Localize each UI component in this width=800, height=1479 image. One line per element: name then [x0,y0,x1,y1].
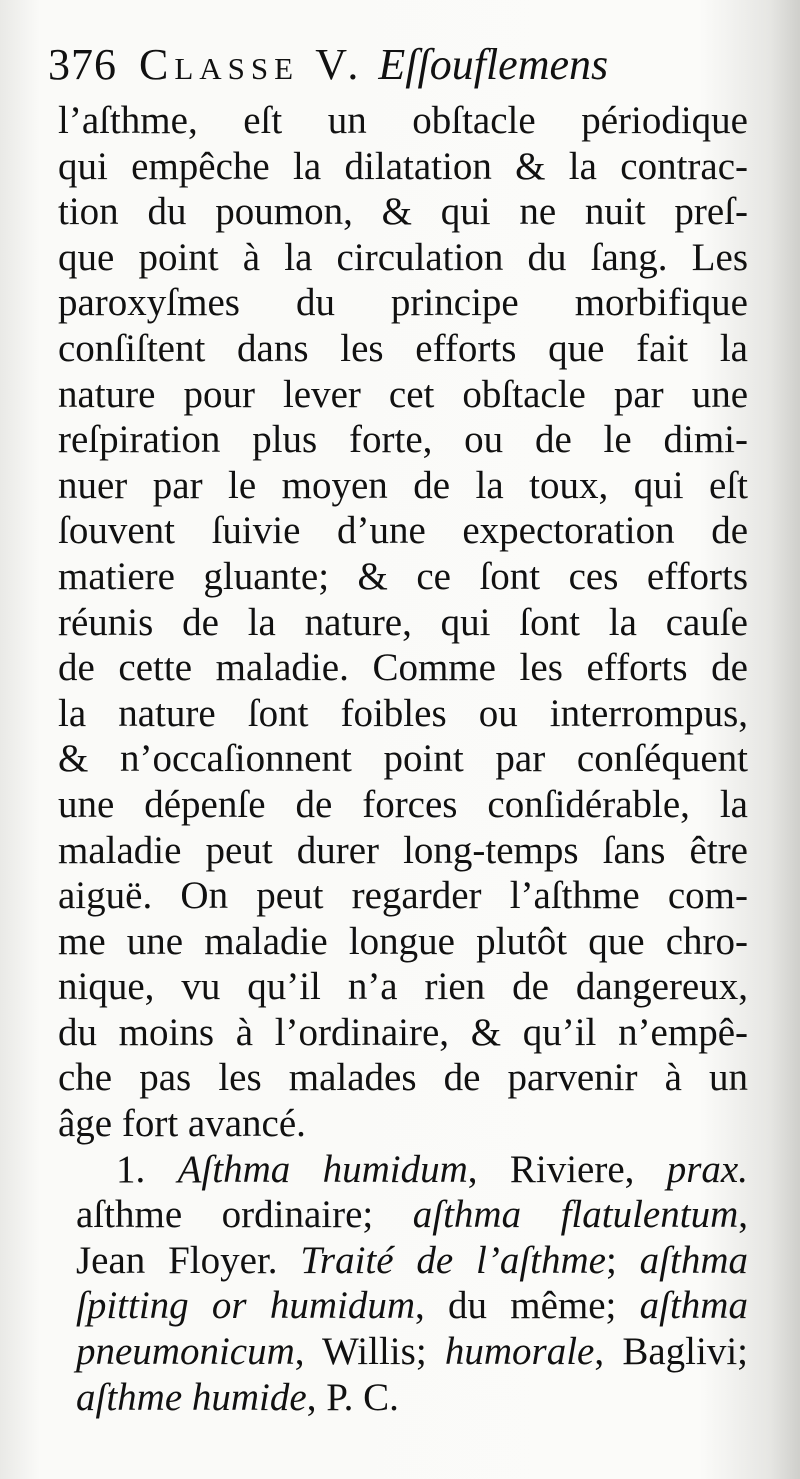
italic-term: aſthma [639,1284,748,1328]
running-head [48,38,748,92]
italic-term: Aſthma humidum [177,1147,468,1191]
roman-text: ; [606,1238,640,1282]
running-head-title: Eſſouflemens [378,40,609,89]
italic-term: aſthma flatulentum [412,1193,739,1237]
text-line: ſouvent ſuivie d’une expectoration de [58,509,748,553]
text-line: tion du poumon, & qui ne nuit preſ- [58,190,748,234]
entry-line [58,1375,748,1421]
entry-line [58,1283,748,1329]
text-line: reſpiration plus forte, ou de le dimi- [58,418,748,462]
page-body [58,98,748,1420]
text-line: paroxyſmes du principe morbifique [58,281,748,325]
text-line: & n’occaſionnent point par conſéquent [58,737,748,781]
roman-text: , Baglivi; [594,1330,748,1374]
entry-line [58,1329,748,1375]
roman-text: aſthme ordinaire; [76,1193,413,1237]
numbered-entry [58,1147,748,1421]
roman-text: , Riviere, [467,1147,667,1191]
entry-line [58,1238,748,1284]
italic-term: prax. [666,1147,748,1191]
running-head-classe: Classe V. [139,40,365,89]
roman-text: , P. C. [306,1375,399,1419]
text-line: du moins à l’ordinaire, & qu’il n’empê- [58,1010,748,1054]
text-line: nature pour lever cet obſtacle par une [58,372,748,416]
italic-term: pneumonicum [76,1330,295,1374]
roman-text: , Willis; [294,1330,445,1374]
entry-line [58,1192,748,1238]
page-number: 376 [48,40,117,89]
roman-text: , du même; [415,1284,640,1328]
text-line: nuer par le moyen de la toux, qui eſt [58,463,748,507]
text-line: de cette maladie. Comme les efforts de [58,646,748,690]
text-line: qui empêche la dilatation & la contrac- [58,144,748,188]
paragraph [58,98,748,1147]
text-line: matiere gluante; & ce ſont ces efforts [58,554,748,598]
text-line: une dépenſe de forces conſidérable, la [58,782,748,826]
text-line: l’aſthme, eſt un obſtacle périodique [58,99,748,142]
text-line: que point à la circulation du ſang. Les [58,235,748,279]
roman-text: Jean Floyer. [76,1238,301,1282]
text-line: me une maladie longue plutôt que chro- [58,919,748,963]
entry-line [58,1147,748,1193]
text-line: âge fort avancé. [58,1102,306,1146]
text-line: conſiſtent dans les efforts que fait la [58,326,748,370]
text-line: che pas les malades de parvenir à un [58,1056,748,1100]
italic-term: ſpitting or humidum [76,1284,416,1328]
italic-term: aſthme humide [76,1375,307,1419]
roman-text: , [738,1193,748,1237]
italic-term: humorale [444,1330,595,1374]
text-line: la nature ſont foibles ou interrompus, [58,691,748,735]
text-line: maladie peut durer long-temps ſans être [58,828,748,872]
entry-number: 1. [116,1147,178,1191]
text-line: aiguë. On peut regarder l’aſthme com- [58,874,748,918]
text-line: réunis de la nature, qui ſont la cauſe [58,600,748,644]
italic-term: aſthma [639,1238,749,1282]
italic-term: Traité de l’aſthme [300,1238,606,1282]
text-line: nique, vu qu’il n’a rien de dangereux, [58,965,748,1009]
